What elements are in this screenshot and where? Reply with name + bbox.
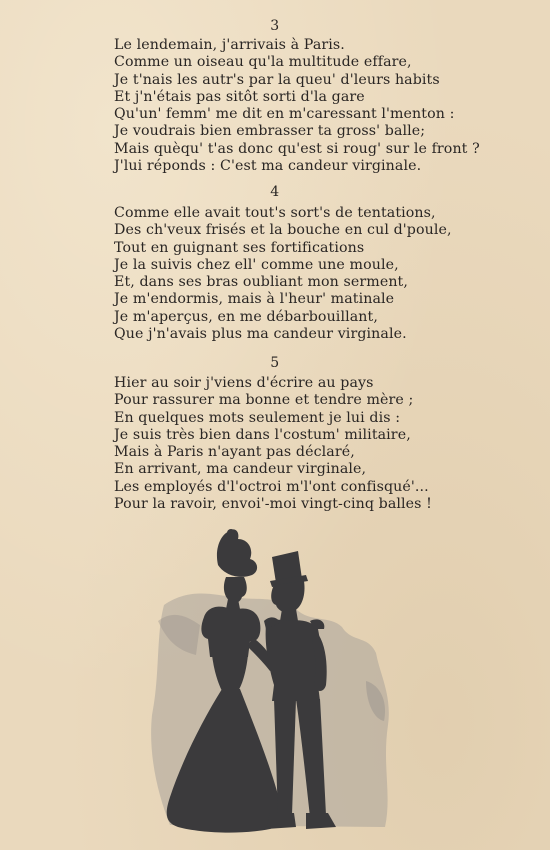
verse-line: Et, dans ses bras oubliant mon serment, bbox=[114, 274, 408, 291]
couple-silhouette-illustration bbox=[130, 525, 410, 840]
lady-hat bbox=[217, 529, 257, 576]
stanza-number: 4 bbox=[270, 184, 280, 200]
verse-line: Comme un oiseau qu'la multitude effare, bbox=[114, 54, 412, 71]
verse-line: Hier au soir j'viens d'écrire au pays bbox=[114, 375, 374, 391]
verse-line: J'lui réponds : C'est ma candeur virginale. bbox=[114, 158, 422, 175]
verse-line: Je t'nais les autr's par la queu' d'leurs habits bbox=[114, 71, 440, 88]
verse-line: Les employés d'l'octroi m'l'ont confisqué'... bbox=[114, 478, 429, 495]
verse-line: Des ch'veux frisés et la bouche en cul d'poule, bbox=[114, 222, 452, 239]
verse-line: Le lendemain, j'arrivais à Paris. bbox=[114, 37, 345, 53]
soldier-tunic bbox=[266, 620, 321, 701]
verse-line: Qu'un' femm' me dit en m'caressant l'menton : bbox=[114, 106, 455, 123]
verse-line: Tout en guignant ses fortifications bbox=[114, 239, 365, 256]
verse-line: Je m'endormis, mais à l'heur' matinale bbox=[114, 291, 395, 308]
verse-line: Pour rassurer ma bonne et tendre mère ; bbox=[114, 392, 414, 409]
verse-line: Je voudrais bien embrasser ta gross' balle; bbox=[114, 123, 426, 140]
verse-line: Je suis très bien dans l'costum' militaire, bbox=[114, 426, 411, 443]
verse-line: En quelques mots seulement je lui dis : bbox=[114, 409, 401, 426]
stanza-number: 5 bbox=[270, 355, 280, 371]
verse-line: Pour la ravoir, envoi'-moi vingt-cinq balles ! bbox=[114, 496, 432, 513]
verse-line: Comme elle avait tout's sort's de tentations, bbox=[114, 205, 436, 221]
verse-line: Je la suivis chez ell' comme une moule, bbox=[114, 256, 399, 273]
page-number: 3 bbox=[270, 18, 280, 34]
verse-line: Mais quèqu' t'as donc qu'est si roug' sur le front ? bbox=[114, 140, 480, 157]
stanza-3 bbox=[114, 37, 534, 175]
verse-line: Que j'n'avais plus ma candeur virginale. bbox=[114, 326, 407, 343]
stanza-4 bbox=[114, 205, 534, 343]
verse-line: Et j'n'étais pas sitôt sorti d'la gare bbox=[114, 88, 365, 105]
verse-line: En arrivant, ma candeur virginale, bbox=[114, 461, 367, 478]
verse-line: Je m'aperçus, en me débarbouillant, bbox=[114, 308, 378, 325]
verse-line: Mais à Paris n'ayant pas déclaré, bbox=[114, 444, 355, 461]
stanza-5 bbox=[114, 375, 534, 513]
